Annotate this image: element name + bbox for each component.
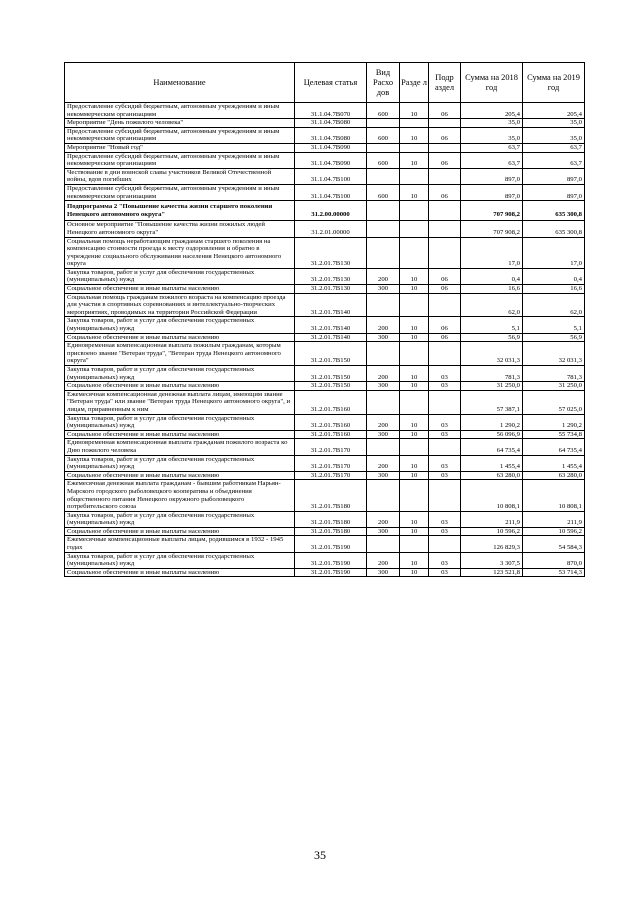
row-name: Закупка товаров, работ и услуг для обеспечения государственных (муниципальных) нужд bbox=[65, 268, 295, 284]
row-name: Предоставление субсидий бюджетным, автономным учреждениям и иным некоммерческим организациям bbox=[65, 152, 295, 168]
row-sum-2019: 32 031,3 bbox=[523, 342, 585, 366]
row-subsection bbox=[429, 390, 461, 414]
row-sum-2018: 16,6 bbox=[461, 285, 523, 294]
row-subsection bbox=[429, 168, 461, 184]
table-row bbox=[65, 366, 585, 382]
row-section bbox=[400, 342, 429, 366]
row-sum-2019: 56,9 bbox=[523, 333, 585, 342]
row-section: 10 bbox=[400, 527, 429, 536]
table-row bbox=[65, 568, 585, 577]
row-expense-type: 200 bbox=[367, 414, 400, 430]
row-expense-type: 600 bbox=[367, 127, 400, 143]
row-subsection: 03 bbox=[429, 552, 461, 568]
row-sum-2019: 62,0 bbox=[523, 293, 585, 317]
row-sum-2018: 35,0 bbox=[461, 127, 523, 143]
row-section: 10 bbox=[400, 366, 429, 382]
row-subsection bbox=[429, 221, 461, 237]
row-name: Подпрограмма 2 "Повышение качества жизни старшего поколения Ненецкого автономного округа" bbox=[65, 201, 295, 221]
row-sum-2018: 63 280,0 bbox=[461, 471, 523, 480]
row-name: Закупка товаров, работ и услуг для обеспечения государственных (муниципальных) нужд bbox=[65, 455, 295, 471]
row-subsection: 03 bbox=[429, 527, 461, 536]
row-name: Социальная помощь гражданам пожилого возраста на компенсацию проезда для участия в спортивных соревнованиях и интеллектуально-творческих мероприятиях, проводимых на территории Российской Федерации bbox=[65, 293, 295, 317]
table-row bbox=[65, 237, 585, 268]
row-section bbox=[400, 119, 429, 128]
row-sum-2018: 5,1 bbox=[461, 317, 523, 333]
row-section bbox=[400, 439, 429, 455]
budget-table bbox=[64, 62, 585, 577]
row-sum-2018: 123 521,8 bbox=[461, 568, 523, 577]
row-target-article: 31.1.04.7В100 bbox=[295, 168, 367, 184]
row-section bbox=[400, 237, 429, 268]
row-target-article: 31.2.01.7В140 bbox=[295, 333, 367, 342]
row-section bbox=[400, 293, 429, 317]
row-expense-type: 200 bbox=[367, 317, 400, 333]
row-subsection bbox=[429, 439, 461, 455]
table-row bbox=[65, 268, 585, 284]
table-row bbox=[65, 480, 585, 511]
row-expense-type: 300 bbox=[367, 430, 400, 439]
table-header-row bbox=[65, 63, 585, 103]
row-sum-2019: 205,4 bbox=[523, 103, 585, 119]
row-expense-type: 600 bbox=[367, 184, 400, 200]
row-name: Основное мероприятие "Повышение качества жизни пожилых людей Ненецкого автономного округа" bbox=[65, 221, 295, 237]
row-sum-2018: 897,0 bbox=[461, 184, 523, 200]
row-subsection: 06 bbox=[429, 103, 461, 119]
row-expense-type bbox=[367, 480, 400, 511]
row-expense-type: 600 bbox=[367, 152, 400, 168]
row-expense-type bbox=[367, 221, 400, 237]
row-name: Социальная помощь неработающим гражданам старшего поколения на компенсацию стоимости проезда к месту оздоровления и обратно в учреждение социального обслуживания населения Ненецкого автономного округа bbox=[65, 237, 295, 268]
table-row bbox=[65, 127, 585, 143]
row-section: 10 bbox=[400, 511, 429, 527]
row-name: Закупка товаров, работ и услуг для обеспечения государственных (муниципальных) нужд bbox=[65, 552, 295, 568]
row-expense-type: 300 bbox=[367, 285, 400, 294]
row-section: 10 bbox=[400, 184, 429, 200]
row-section bbox=[400, 390, 429, 414]
row-subsection: 03 bbox=[429, 511, 461, 527]
header-target-article: Целевая статья bbox=[295, 63, 367, 103]
row-target-article: 31.2.01.7В130 bbox=[295, 268, 367, 284]
row-sum-2019: 635 300,8 bbox=[523, 221, 585, 237]
row-target-article: 31.2.00.00000 bbox=[295, 201, 367, 221]
row-sum-2018: 781,3 bbox=[461, 366, 523, 382]
row-section: 10 bbox=[400, 552, 429, 568]
row-target-article: 31.2.01.7В170 bbox=[295, 439, 367, 455]
row-section: 10 bbox=[400, 568, 429, 577]
row-sum-2019: 54 584,3 bbox=[523, 536, 585, 552]
row-target-article: 31.2.01.7В160 bbox=[295, 414, 367, 430]
row-section: 10 bbox=[400, 268, 429, 284]
table-row bbox=[65, 439, 585, 455]
row-name: Мероприятие "День пожилого человека" bbox=[65, 119, 295, 128]
row-subsection: 06 bbox=[429, 285, 461, 294]
row-subsection: 03 bbox=[429, 568, 461, 577]
row-target-article: 31.2.01.7В190 bbox=[295, 536, 367, 552]
row-name: Ежемесячная денежная выплата гражданам - бывшим работникам Нарьян-Марского городского рыболовецкого кооператива и объединения общественного питания Ненецкого окружного рыболовецкого потребительского союза bbox=[65, 480, 295, 511]
row-name: Единовременная компенсационная выплата пожилым гражданам, которым присвоено звание "Ветеран труда", "Ветеран труда Ненецкого автономного округа" bbox=[65, 342, 295, 366]
row-section: 10 bbox=[400, 414, 429, 430]
table-row bbox=[65, 293, 585, 317]
table-body bbox=[65, 103, 585, 577]
table-row bbox=[65, 184, 585, 200]
row-subsection bbox=[429, 293, 461, 317]
row-name: Ежемесячная компенсационная денежная выплата лицам, имеющим звание "Ветеран труда" или звание "Ветеран труда Ненецкого автономного округа", и лицам, приравненным к ним bbox=[65, 390, 295, 414]
row-name: Ежемесячные компенсационные выплаты лицам, родившимся в 1932 - 1945 годах bbox=[65, 536, 295, 552]
row-sum-2018: 707 908,2 bbox=[461, 201, 523, 221]
row-section: 10 bbox=[400, 455, 429, 471]
row-sum-2018: 56 096,9 bbox=[461, 430, 523, 439]
row-subsection bbox=[429, 119, 461, 128]
row-subsection: 06 bbox=[429, 268, 461, 284]
row-target-article: 31.2.01.7В140 bbox=[295, 317, 367, 333]
row-sum-2018: 10 808,1 bbox=[461, 480, 523, 511]
header-sum-2018: Сумма на 2018 год bbox=[461, 63, 523, 103]
row-section bbox=[400, 168, 429, 184]
row-sum-2019: 870,0 bbox=[523, 552, 585, 568]
row-subsection: 03 bbox=[429, 430, 461, 439]
row-expense-type: 200 bbox=[367, 455, 400, 471]
row-name: Предоставление субсидий бюджетным, автономным учреждениям и иным некоммерческим организациям bbox=[65, 184, 295, 200]
row-sum-2019: 10 808,1 bbox=[523, 480, 585, 511]
row-name: Социальное обеспечение и иные выплаты населению bbox=[65, 333, 295, 342]
row-name: Социальное обеспечение и иные выплаты населению bbox=[65, 527, 295, 536]
row-subsection bbox=[429, 536, 461, 552]
row-target-article: 31.1.04.7В090 bbox=[295, 152, 367, 168]
row-subsection: 03 bbox=[429, 382, 461, 391]
table-row bbox=[65, 552, 585, 568]
row-name: Закупка товаров, работ и услуг для обеспечения государственных (муниципальных) нужд bbox=[65, 366, 295, 382]
row-sum-2018: 63,7 bbox=[461, 152, 523, 168]
row-expense-type: 200 bbox=[367, 366, 400, 382]
row-name: Социальное обеспечение и иные выплаты населению bbox=[65, 382, 295, 391]
row-name: Социальное обеспечение и иные выплаты населению bbox=[65, 430, 295, 439]
row-expense-type: 200 bbox=[367, 511, 400, 527]
row-target-article: 31.2.01.7В160 bbox=[295, 390, 367, 414]
row-name: Социальное обеспечение и иные выплаты населению bbox=[65, 471, 295, 480]
row-sum-2018: 62,0 bbox=[461, 293, 523, 317]
row-expense-type: 300 bbox=[367, 382, 400, 391]
row-target-article: 31.2.01.7В150 bbox=[295, 366, 367, 382]
row-sum-2019: 63 280,0 bbox=[523, 471, 585, 480]
row-name: Чествование в дни воинской славы участников Великой Отечественной войны, вдов погибших bbox=[65, 168, 295, 184]
table-row bbox=[65, 317, 585, 333]
row-expense-type bbox=[367, 168, 400, 184]
row-subsection: 06 bbox=[429, 127, 461, 143]
row-sum-2018: 897,0 bbox=[461, 168, 523, 184]
row-name: Единовременная компенсационная выплата гражданам пожилого возраста ко Дню пожилого человека bbox=[65, 439, 295, 455]
table-row bbox=[65, 430, 585, 439]
row-sum-2019: 63,7 bbox=[523, 152, 585, 168]
row-expense-type bbox=[367, 237, 400, 268]
row-sum-2019: 5,1 bbox=[523, 317, 585, 333]
table-row bbox=[65, 342, 585, 366]
row-sum-2018: 707 908,2 bbox=[461, 221, 523, 237]
row-sum-2019: 16,6 bbox=[523, 285, 585, 294]
row-sum-2018: 17,0 bbox=[461, 237, 523, 268]
row-section: 10 bbox=[400, 103, 429, 119]
row-target-article: 31.1.04.7В090 bbox=[295, 143, 367, 152]
row-sum-2018: 1 290,2 bbox=[461, 414, 523, 430]
row-expense-type bbox=[367, 119, 400, 128]
row-name: Закупка товаров, работ и услуг для обеспечения государственных (муниципальных) нужд bbox=[65, 414, 295, 430]
table-row bbox=[65, 536, 585, 552]
row-expense-type bbox=[367, 143, 400, 152]
row-sum-2018: 57 387,1 bbox=[461, 390, 523, 414]
row-target-article: 31.2.01.7В190 bbox=[295, 552, 367, 568]
row-target-article: 31.2.01.7В150 bbox=[295, 382, 367, 391]
row-sum-2019: 17,0 bbox=[523, 237, 585, 268]
row-section: 10 bbox=[400, 333, 429, 342]
row-expense-type bbox=[367, 536, 400, 552]
row-expense-type: 200 bbox=[367, 552, 400, 568]
row-section bbox=[400, 536, 429, 552]
row-sum-2019: 897,0 bbox=[523, 168, 585, 184]
row-target-article: 31.1.04.7В080 bbox=[295, 127, 367, 143]
table-row bbox=[65, 168, 585, 184]
row-sum-2019: 0,4 bbox=[523, 268, 585, 284]
table-row bbox=[65, 390, 585, 414]
row-sum-2018: 64 735,4 bbox=[461, 439, 523, 455]
row-expense-type bbox=[367, 201, 400, 221]
row-subsection: 06 bbox=[429, 333, 461, 342]
row-subsection: 06 bbox=[429, 317, 461, 333]
table-row bbox=[65, 285, 585, 294]
row-name: Мероприятие "Новый год" bbox=[65, 143, 295, 152]
row-target-article: 31.1.04.7В080 bbox=[295, 119, 367, 128]
row-name: Предоставление субсидий бюджетным, автономным учреждениям и иным некоммерческим организациям bbox=[65, 127, 295, 143]
row-name: Предоставление субсидий бюджетным, автономным учреждениям и иным некоммерческим организациям bbox=[65, 103, 295, 119]
row-subsection: 03 bbox=[429, 414, 461, 430]
table-row bbox=[65, 382, 585, 391]
header-sum-2019: Сумма на 2019 год bbox=[523, 63, 585, 103]
row-name: Закупка товаров, работ и услуг для обеспечения государственных (муниципальных) нужд bbox=[65, 511, 295, 527]
table-row bbox=[65, 527, 585, 536]
table-row bbox=[65, 333, 585, 342]
row-subsection: 03 bbox=[429, 471, 461, 480]
row-sum-2018: 56,9 bbox=[461, 333, 523, 342]
row-section bbox=[400, 201, 429, 221]
table-row bbox=[65, 119, 585, 128]
row-sum-2018: 3 307,5 bbox=[461, 552, 523, 568]
row-target-article: 31.2.01.7В190 bbox=[295, 568, 367, 577]
row-sum-2019: 55 734,8 bbox=[523, 430, 585, 439]
row-expense-type bbox=[367, 293, 400, 317]
row-expense-type: 300 bbox=[367, 527, 400, 536]
table-row bbox=[65, 221, 585, 237]
header-section: Разде л bbox=[400, 63, 429, 103]
row-section bbox=[400, 480, 429, 511]
row-sum-2019: 53 714,3 bbox=[523, 568, 585, 577]
row-target-article: 31.2.01.7В140 bbox=[295, 293, 367, 317]
row-subsection bbox=[429, 237, 461, 268]
row-expense-type bbox=[367, 390, 400, 414]
page-number: 35 bbox=[314, 848, 326, 862]
table-row bbox=[65, 201, 585, 221]
row-sum-2019: 64 735,4 bbox=[523, 439, 585, 455]
row-target-article: 31.2.01.7В180 bbox=[295, 480, 367, 511]
row-target-article: 31.2.01.7В160 bbox=[295, 430, 367, 439]
row-sum-2018: 211,9 bbox=[461, 511, 523, 527]
row-sum-2019: 211,9 bbox=[523, 511, 585, 527]
table-row bbox=[65, 143, 585, 152]
row-name: Социальное обеспечение и иные выплаты населению bbox=[65, 568, 295, 577]
row-target-article: 31.2.01.7В130 bbox=[295, 285, 367, 294]
row-subsection bbox=[429, 480, 461, 511]
row-target-article: 31.2.01.7В170 bbox=[295, 455, 367, 471]
table-row bbox=[65, 511, 585, 527]
table-row bbox=[65, 471, 585, 480]
row-expense-type: 300 bbox=[367, 568, 400, 577]
row-sum-2019: 1 455,4 bbox=[523, 455, 585, 471]
row-target-article: 31.2.01.7В170 bbox=[295, 471, 367, 480]
row-subsection: 03 bbox=[429, 366, 461, 382]
row-subsection: 03 bbox=[429, 455, 461, 471]
row-subsection: 06 bbox=[429, 184, 461, 200]
row-target-article: 31.2.01.7В150 bbox=[295, 342, 367, 366]
row-expense-type: 300 bbox=[367, 471, 400, 480]
row-section: 10 bbox=[400, 285, 429, 294]
table-row bbox=[65, 152, 585, 168]
row-target-article: 31.2.01.7В180 bbox=[295, 511, 367, 527]
row-sum-2019: 35,0 bbox=[523, 127, 585, 143]
row-sum-2019: 1 290,2 bbox=[523, 414, 585, 430]
row-sum-2019: 57 025,0 bbox=[523, 390, 585, 414]
row-subsection bbox=[429, 201, 461, 221]
table-row bbox=[65, 414, 585, 430]
row-expense-type bbox=[367, 439, 400, 455]
header-subsection: Подр аздел bbox=[429, 63, 461, 103]
row-section: 10 bbox=[400, 471, 429, 480]
row-expense-type: 600 bbox=[367, 103, 400, 119]
row-section: 10 bbox=[400, 382, 429, 391]
row-target-article: 31.2.01.7В130 bbox=[295, 237, 367, 268]
row-section bbox=[400, 221, 429, 237]
row-sum-2018: 0,4 bbox=[461, 268, 523, 284]
row-section bbox=[400, 143, 429, 152]
row-sum-2018: 31 250,0 bbox=[461, 382, 523, 391]
row-sum-2019: 63,7 bbox=[523, 143, 585, 152]
row-target-article: 31.1.04.7В100 bbox=[295, 184, 367, 200]
row-sum-2019: 781,3 bbox=[523, 366, 585, 382]
header-expense-type: Вид Расхо дов bbox=[367, 63, 400, 103]
row-section: 10 bbox=[400, 317, 429, 333]
row-name: Закупка товаров, работ и услуг для обеспечения государственных (муниципальных) нужд bbox=[65, 317, 295, 333]
row-sum-2018: 205,4 bbox=[461, 103, 523, 119]
row-sum-2019: 31 250,0 bbox=[523, 382, 585, 391]
table-row bbox=[65, 103, 585, 119]
row-expense-type: 300 bbox=[367, 333, 400, 342]
row-sum-2018: 10 596,2 bbox=[461, 527, 523, 536]
row-name: Социальное обеспечение и иные выплаты населению bbox=[65, 285, 295, 294]
row-sum-2018: 32 031,3 bbox=[461, 342, 523, 366]
row-sum-2019: 635 300,8 bbox=[523, 201, 585, 221]
row-section: 10 bbox=[400, 127, 429, 143]
header-name: Наименование bbox=[65, 63, 295, 103]
row-sum-2018: 63,7 bbox=[461, 143, 523, 152]
row-section: 10 bbox=[400, 430, 429, 439]
row-sum-2018: 1 455,4 bbox=[461, 455, 523, 471]
row-target-article: 31.2.01.00000 bbox=[295, 221, 367, 237]
row-target-article: 31.1.04.7В070 bbox=[295, 103, 367, 119]
row-subsection bbox=[429, 342, 461, 366]
row-target-article: 31.2.01.7В180 bbox=[295, 527, 367, 536]
row-expense-type: 200 bbox=[367, 268, 400, 284]
row-sum-2018: 126 829,3 bbox=[461, 536, 523, 552]
table-row bbox=[65, 455, 585, 471]
row-sum-2018: 35,0 bbox=[461, 119, 523, 128]
row-sum-2019: 10 596,2 bbox=[523, 527, 585, 536]
row-sum-2019: 897,0 bbox=[523, 184, 585, 200]
row-sum-2019: 35,0 bbox=[523, 119, 585, 128]
row-section: 10 bbox=[400, 152, 429, 168]
row-expense-type bbox=[367, 342, 400, 366]
row-subsection bbox=[429, 143, 461, 152]
row-subsection: 06 bbox=[429, 152, 461, 168]
